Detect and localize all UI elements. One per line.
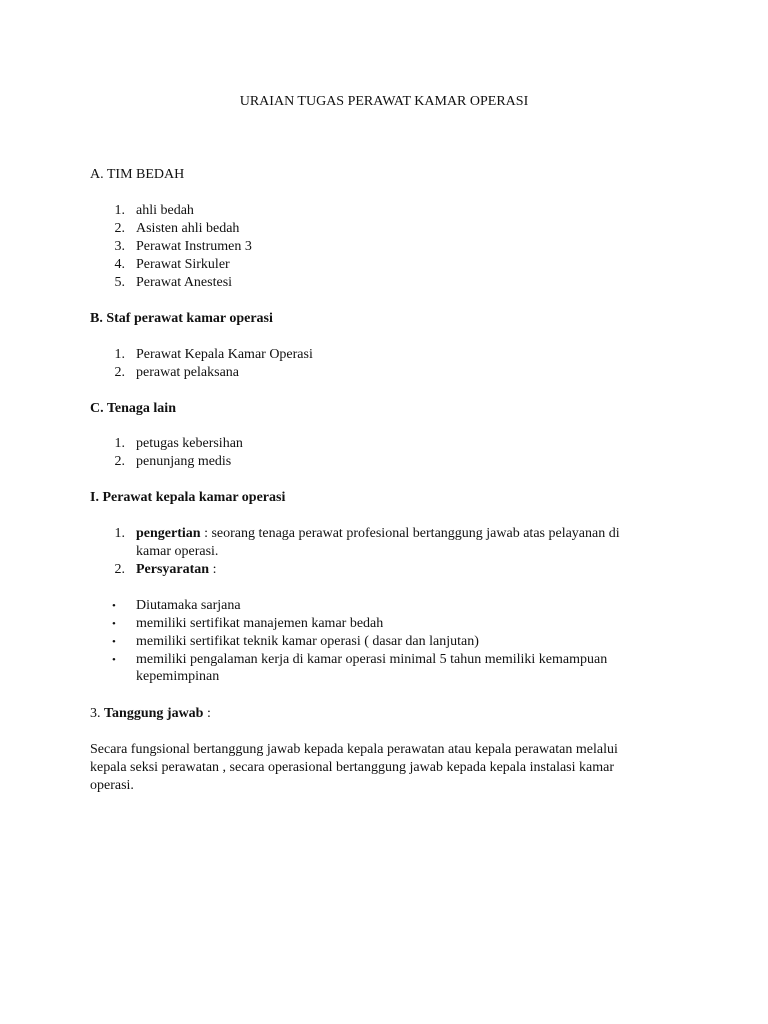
bullet-icon: •	[112, 600, 116, 612]
list-item: petugas kebersihan	[136, 436, 243, 451]
list-item: Perawat Sirkuler	[136, 257, 230, 272]
list-item: Asisten ahli bedah	[136, 221, 240, 236]
list-number: 1.	[114, 347, 125, 362]
persyaratan-colon: :	[209, 562, 217, 577]
pengertian-line	[136, 525, 620, 543]
tanggung-number: 3.	[90, 706, 104, 721]
pengertian-label: pengertian	[136, 526, 201, 541]
section-c-heading: C. Tenaga lain	[90, 401, 176, 416]
list-item: perawat pelaksana	[136, 365, 239, 380]
page-title: URAIAN TUGAS PERAWAT KAMAR OPERASI	[239, 94, 529, 109]
paragraph-line: Secara fungsional bertanggung jawab kepada kepala perawatan atau kepala perawatan melalui	[90, 742, 618, 757]
bullet-item: memiliki sertifikat manajemen kamar bedah	[136, 616, 384, 631]
pengertian-text: : seorang tenaga perawat profesional bertanggung jawab atas pelayanan di	[200, 526, 620, 541]
section-a-heading: A. TIM BEDAH	[90, 167, 185, 182]
list-item: ahli bedah	[136, 203, 194, 218]
list-item: penunjang medis	[136, 454, 232, 469]
bullet-icon: •	[112, 618, 116, 630]
tanggung-jawab-heading	[90, 705, 211, 723]
bullet-icon: •	[112, 636, 116, 648]
persyaratan-label: Persyaratan	[136, 562, 210, 577]
paragraph-line: operasi.	[90, 778, 134, 793]
bullet-item: memiliki sertifikat teknik kamar operasi ( dasar dan lanjutan)	[136, 634, 479, 649]
list-number: 2.	[114, 221, 125, 236]
list-item: Perawat Instrumen 3	[136, 239, 252, 254]
section-b-heading: B. Staf perawat kamar operasi	[90, 311, 273, 326]
bullet-icon: •	[112, 654, 116, 666]
list-number: 5.	[114, 275, 125, 290]
section-i-heading: I. Perawat kepala kamar operasi	[90, 490, 286, 505]
list-number: 2.	[114, 365, 125, 380]
paragraph-line: kepala seksi perawatan , secara operasional bertanggung jawab kepada kepala instalasi kamar	[90, 760, 614, 775]
bullet-item: memiliki pengalaman kerja di kamar operasi minimal 5 tahun memiliki kemampuan	[136, 652, 608, 667]
persyaratan-line	[136, 561, 216, 579]
tanggung-colon: :	[203, 706, 211, 721]
pengertian-continuation: kamar operasi.	[136, 544, 219, 559]
list-number: 2.	[114, 454, 125, 469]
list-number: 3.	[114, 239, 125, 254]
list-item: Perawat Kepala Kamar Operasi	[136, 347, 313, 362]
bullet-item: Diutamaka sarjana	[136, 598, 241, 613]
list-number: 4.	[114, 257, 125, 272]
list-number: 1.	[114, 436, 125, 451]
bullet-continuation: kepemimpinan	[136, 669, 220, 684]
list-number: 1.	[114, 526, 125, 541]
list-number: 1.	[114, 203, 125, 218]
list-item: Perawat Anestesi	[136, 275, 233, 290]
list-number: 2.	[114, 562, 125, 577]
tanggung-label: Tanggung jawab	[104, 706, 204, 721]
